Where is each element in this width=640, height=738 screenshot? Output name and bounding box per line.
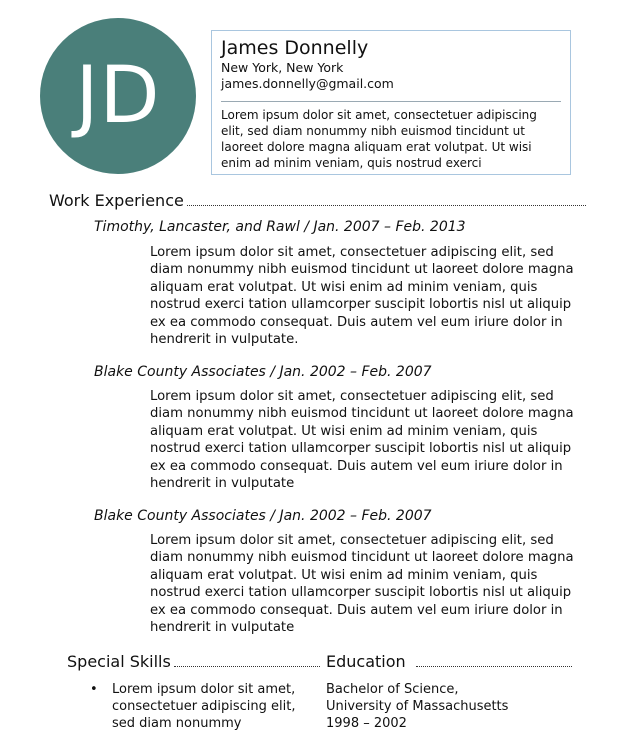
summary-text: Lorem ipsum dolor sit amet, consectetuer adipiscing elit, sed diam nonummy nibh euismod tincidunt ut laoreet dolore magna aliquam erat volutpat. Ut wisi enim ad minim veniam, quis nostrud exerci (221, 108, 537, 170)
job-description: Lorem ipsum dolor sit amet, consectetuer adipiscing elit, sed diam nonummy nibh euismod tincidunt ut laoreet dolore magna aliquam erat volutpat. Ut wisi enim ad minim veniam, quis nostrud exerci tation ullamcorper suscipit lobortis nisl ut aliquip ex ea commodo consequat. Duis autem vel eum iriure dolor in hendrerit in vulputate (150, 389, 574, 492)
years-text: 1998 – 2002 (326, 716, 407, 731)
school-text: University of Massachusetts (326, 699, 509, 714)
initials-monogram (40, 18, 196, 174)
initials-text: JD (75, 51, 161, 141)
work-experience-heading (49, 191, 586, 211)
section-title: Work Experience (49, 191, 184, 210)
candidate-name: James Donnelly (221, 37, 369, 59)
degree-text: Bachelor of Science, (326, 682, 459, 697)
section-title: Education (326, 652, 406, 671)
job-title: Blake County Associates / Jan. 2002 – Feb. 2007 (94, 364, 432, 380)
job-title: Timothy, Lancaster, and Rawl / Jan. 2007 – Feb. 2013 (94, 219, 466, 235)
job-description: Lorem ipsum dolor sit amet, consectetuer adipiscing elit, sed diam nonummy nibh euismod tincidunt ut laoreet dolore magna aliquam erat volutpat. Ut wisi enim ad minim veniam, quis nostrud exerci tation ullamcorper suscipit lobortis nisl ut aliquip ex ea commodo consequat. Duis autem vel eum iriure dolor in hendrerit in vulputate. (150, 245, 574, 348)
contact-box (211, 30, 571, 175)
dotted-leader (416, 652, 572, 667)
contact-divider (221, 101, 561, 102)
section-title: Special Skills (67, 652, 171, 671)
skills-list (90, 681, 320, 732)
job-title: Blake County Associates / Jan. 2002 – Feb. 2007 (94, 508, 432, 524)
special-skills-heading (67, 652, 320, 672)
job-description: Lorem ipsum dolor sit amet, consectetuer adipiscing elit, sed diam nonummy nibh euismod tincidunt ut laoreet dolore magna aliquam erat volutpat. Ut wisi enim ad minim veniam, quis nostrud exerci tation ullamcorper suscipit lobortis nisl ut aliquip ex ea commodo consequat. Duis autem vel eum iriure dolor in hendrerit in vulputate (150, 533, 574, 636)
dotted-leader (187, 191, 586, 206)
list-item: • Lorem ipsum dolor sit amet, consectetuer adipiscing elit, sed diam nonummy (90, 681, 320, 732)
dotted-leader (174, 652, 320, 667)
education-entry (326, 681, 556, 732)
candidate-email[interactable]: james.donnelly@gmail.com (221, 76, 394, 91)
candidate-location: New York, New York (221, 60, 344, 75)
education-heading (326, 652, 572, 672)
